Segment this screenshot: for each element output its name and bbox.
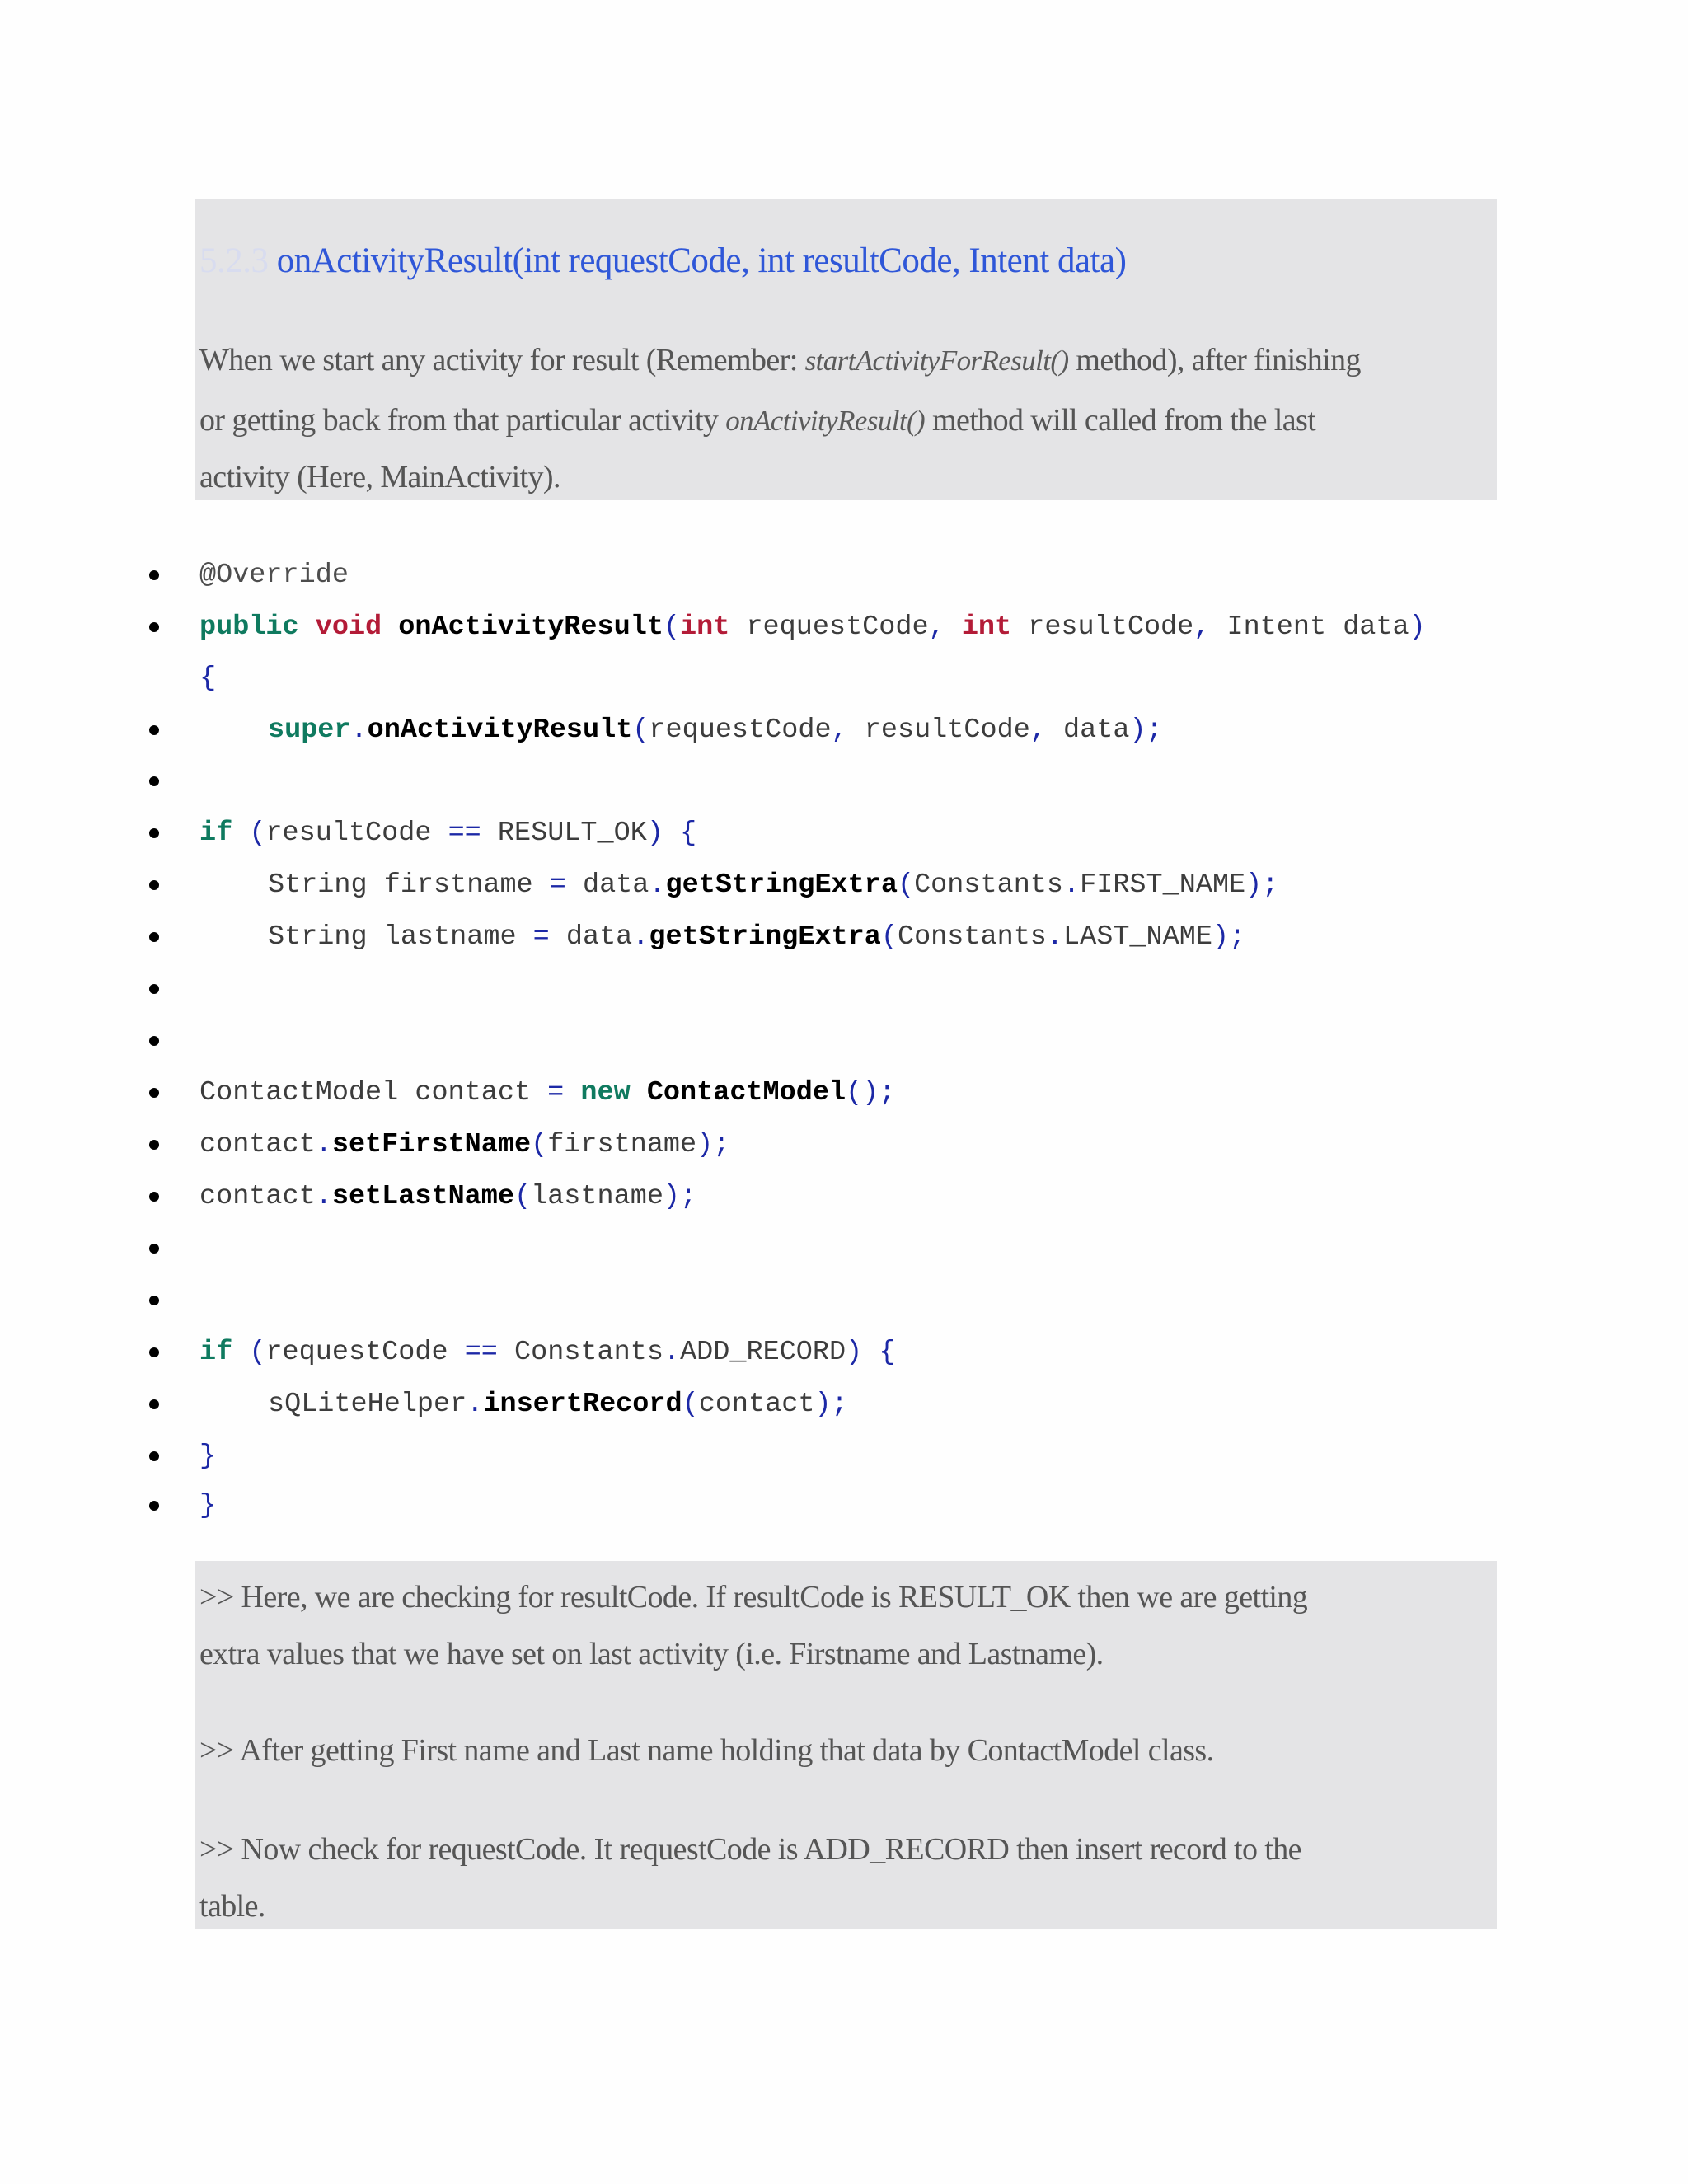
bullet-icon	[149, 725, 159, 735]
explanation-line: >> Here, we are checking for resultCode. If resultCode is RESULT_OK then we are getting	[199, 1580, 1308, 1615]
identifier: data	[549, 921, 633, 953]
argument: requestCode	[649, 715, 832, 746]
parameter: Intent data	[1210, 612, 1409, 643]
method-name: setLastName	[331, 1181, 514, 1212]
operator: =	[532, 921, 550, 953]
bullet-icon	[149, 1140, 159, 1150]
operator: ==	[464, 1337, 498, 1368]
identifier: FIRST_NAME	[1080, 869, 1246, 901]
keyword: void	[315, 612, 382, 643]
identifier: contact	[199, 1129, 316, 1160]
code-text	[199, 1481, 216, 1530]
bullet-icon	[149, 880, 159, 890]
code-text	[199, 654, 216, 703]
punctuation: .	[632, 921, 649, 953]
code-line-empty	[0, 757, 1688, 806]
punctuation: );	[1212, 921, 1246, 953]
intro-text: or getting back from that particular activity	[199, 403, 726, 438]
operator: =	[547, 1077, 565, 1108]
bullet-icon	[149, 1244, 159, 1254]
class-name: ContactModel	[646, 1077, 846, 1108]
parameter: requestCode	[729, 612, 929, 643]
operator: ==	[448, 818, 481, 849]
punctuation: (	[897, 869, 915, 901]
bullet-icon	[149, 1036, 159, 1046]
bullet-icon	[149, 1501, 159, 1511]
explanation-line: >> After getting First name and Last name holding that data by ContactModel class.	[199, 1733, 1214, 1768]
identifier: ADD_RECORD	[680, 1337, 846, 1368]
section-number: 5.2.3	[199, 241, 269, 280]
code-line	[0, 1068, 1688, 1118]
code-text	[199, 602, 1426, 652]
bullet-icon	[149, 570, 159, 580]
section-heading	[199, 241, 1126, 281]
code-line	[0, 808, 1688, 858]
code-text	[199, 1432, 216, 1481]
bullet-icon	[149, 1347, 159, 1357]
punctuation: ,	[928, 612, 945, 643]
identifier: Constants	[497, 1337, 663, 1368]
identifier: Constants	[897, 921, 1047, 953]
intro-text: method), after finishing	[1068, 343, 1361, 377]
punctuation: .	[467, 1389, 484, 1420]
bullet-icon	[149, 776, 159, 786]
code-text	[199, 1068, 895, 1118]
punctuation: .	[663, 1337, 681, 1368]
keyword: if	[199, 818, 233, 849]
punctuation: );	[696, 1129, 730, 1160]
keyword: if	[199, 1337, 233, 1368]
punctuation: .	[315, 1129, 332, 1160]
punctuation: (	[880, 921, 898, 953]
identifier: String firstname	[268, 869, 550, 901]
punctuation: ) {	[846, 1337, 896, 1368]
method-name: getStringExtra	[665, 869, 898, 901]
code-text	[199, 551, 349, 600]
punctuation: ();	[846, 1077, 896, 1108]
section-title: onActivityResult(int requestCode, int resultCode, Intent data)	[276, 241, 1127, 280]
annotation: @Override	[199, 560, 349, 591]
code-line	[0, 1432, 1688, 1481]
bullet-icon	[149, 1192, 159, 1202]
bullet-icon	[149, 622, 159, 632]
code-line	[0, 705, 1688, 755]
method-name: setFirstName	[331, 1129, 532, 1160]
code-line	[0, 912, 1688, 962]
intro-text: method will called from the last	[925, 403, 1316, 438]
code-line	[0, 602, 1688, 652]
punctuation: ) {	[646, 818, 697, 849]
code-line-empty	[0, 1016, 1688, 1066]
identifier: contact	[199, 1181, 316, 1212]
parameter: resultCode	[1011, 612, 1194, 643]
punctuation: ,	[1193, 612, 1211, 643]
intro-line-3: activity (Here, MainActivity).	[199, 460, 560, 494]
code-line	[0, 1120, 1688, 1169]
method-name: getStringExtra	[649, 921, 881, 953]
punctuation: (	[531, 1129, 548, 1160]
punctuation: (	[232, 818, 266, 849]
explanation-line: extra values that we have set on last activity (i.e. Firstname and Lastname).	[199, 1637, 1104, 1671]
explanation-line: table.	[199, 1889, 265, 1924]
code-line	[0, 551, 1688, 600]
code-line	[0, 1481, 1688, 1530]
identifier: requestCode	[265, 1337, 465, 1368]
punctuation: );	[814, 1389, 848, 1420]
code-line-continuation	[0, 654, 1688, 703]
punctuation: ,	[831, 715, 848, 746]
bullet-icon	[149, 932, 159, 942]
argument: firstname	[547, 1129, 697, 1160]
argument: lastname	[531, 1181, 663, 1212]
code-text	[199, 1328, 895, 1377]
code-line	[0, 1172, 1688, 1221]
identifier: Constants	[914, 869, 1064, 901]
punctuation: (	[513, 1181, 532, 1212]
punctuation: );	[1245, 869, 1279, 901]
bullet-icon	[149, 1399, 159, 1409]
punctuation: (	[232, 1337, 266, 1368]
identifier: RESULT_OK	[481, 818, 647, 849]
identifier: data	[565, 869, 649, 901]
operator: =	[549, 869, 566, 901]
punctuation: .	[649, 869, 666, 901]
argument: resultCode	[847, 715, 1030, 746]
identifier: String lastname	[268, 921, 533, 953]
punctuation: )	[1409, 612, 1426, 643]
punctuation: }	[199, 1441, 217, 1472]
punctuation: .	[1046, 921, 1064, 953]
keyword: int	[680, 612, 730, 643]
method-reference: onActivityResult()	[725, 405, 926, 437]
identifier: resultCode	[265, 818, 448, 849]
code-line	[0, 860, 1688, 910]
punctuation: );	[663, 1181, 697, 1212]
keyword: super	[268, 715, 351, 746]
punctuation: .	[1063, 869, 1081, 901]
keyword: int	[961, 612, 1012, 643]
code-line	[0, 1328, 1688, 1377]
punctuation: ,	[1029, 715, 1047, 746]
punctuation: (	[663, 612, 681, 643]
argument: contact	[698, 1389, 815, 1420]
method-name: insertRecord	[483, 1389, 682, 1420]
bullet-icon	[149, 1088, 159, 1098]
code-line-empty	[0, 964, 1688, 1014]
punctuation: );	[1129, 715, 1163, 746]
method-reference: startActivityForResult()	[804, 344, 1069, 377]
code-text	[268, 912, 1245, 962]
identifier: ContactModel contact	[199, 1077, 548, 1108]
punctuation: }	[199, 1490, 217, 1521]
intro-text: When we start any activity for result (Remember:	[199, 343, 805, 377]
code-text	[199, 1172, 696, 1221]
keyword: new	[580, 1077, 631, 1108]
argument: data	[1046, 715, 1130, 746]
code-text	[199, 808, 696, 858]
bullet-icon	[149, 1451, 159, 1461]
punctuation: (	[682, 1389, 699, 1420]
intro-line-1	[199, 342, 1361, 378]
bullet-icon	[149, 828, 159, 838]
code-line	[0, 1380, 1688, 1429]
code-text	[268, 860, 1278, 910]
code-text	[268, 1380, 848, 1429]
bullet-icon	[149, 1296, 159, 1305]
punctuation: .	[350, 715, 368, 746]
code-line-empty	[0, 1224, 1688, 1273]
method-name: onActivityResult	[367, 715, 633, 746]
bullet-icon	[149, 984, 159, 994]
method-name: onActivityResult	[398, 612, 663, 643]
explanation-line: >> Now check for requestCode. It requestCode is ADD_RECORD then insert record to the	[199, 1832, 1301, 1867]
identifier: LAST_NAME	[1063, 921, 1212, 953]
code-line-empty	[0, 1276, 1688, 1325]
punctuation: .	[315, 1181, 332, 1212]
keyword: public	[199, 612, 299, 643]
code-text	[268, 705, 1163, 755]
intro-line-2	[199, 402, 1315, 438]
punctuation: (	[632, 715, 649, 746]
identifier: sQLiteHelper	[268, 1389, 467, 1420]
punctuation: {	[199, 663, 217, 694]
code-text	[199, 1120, 729, 1169]
